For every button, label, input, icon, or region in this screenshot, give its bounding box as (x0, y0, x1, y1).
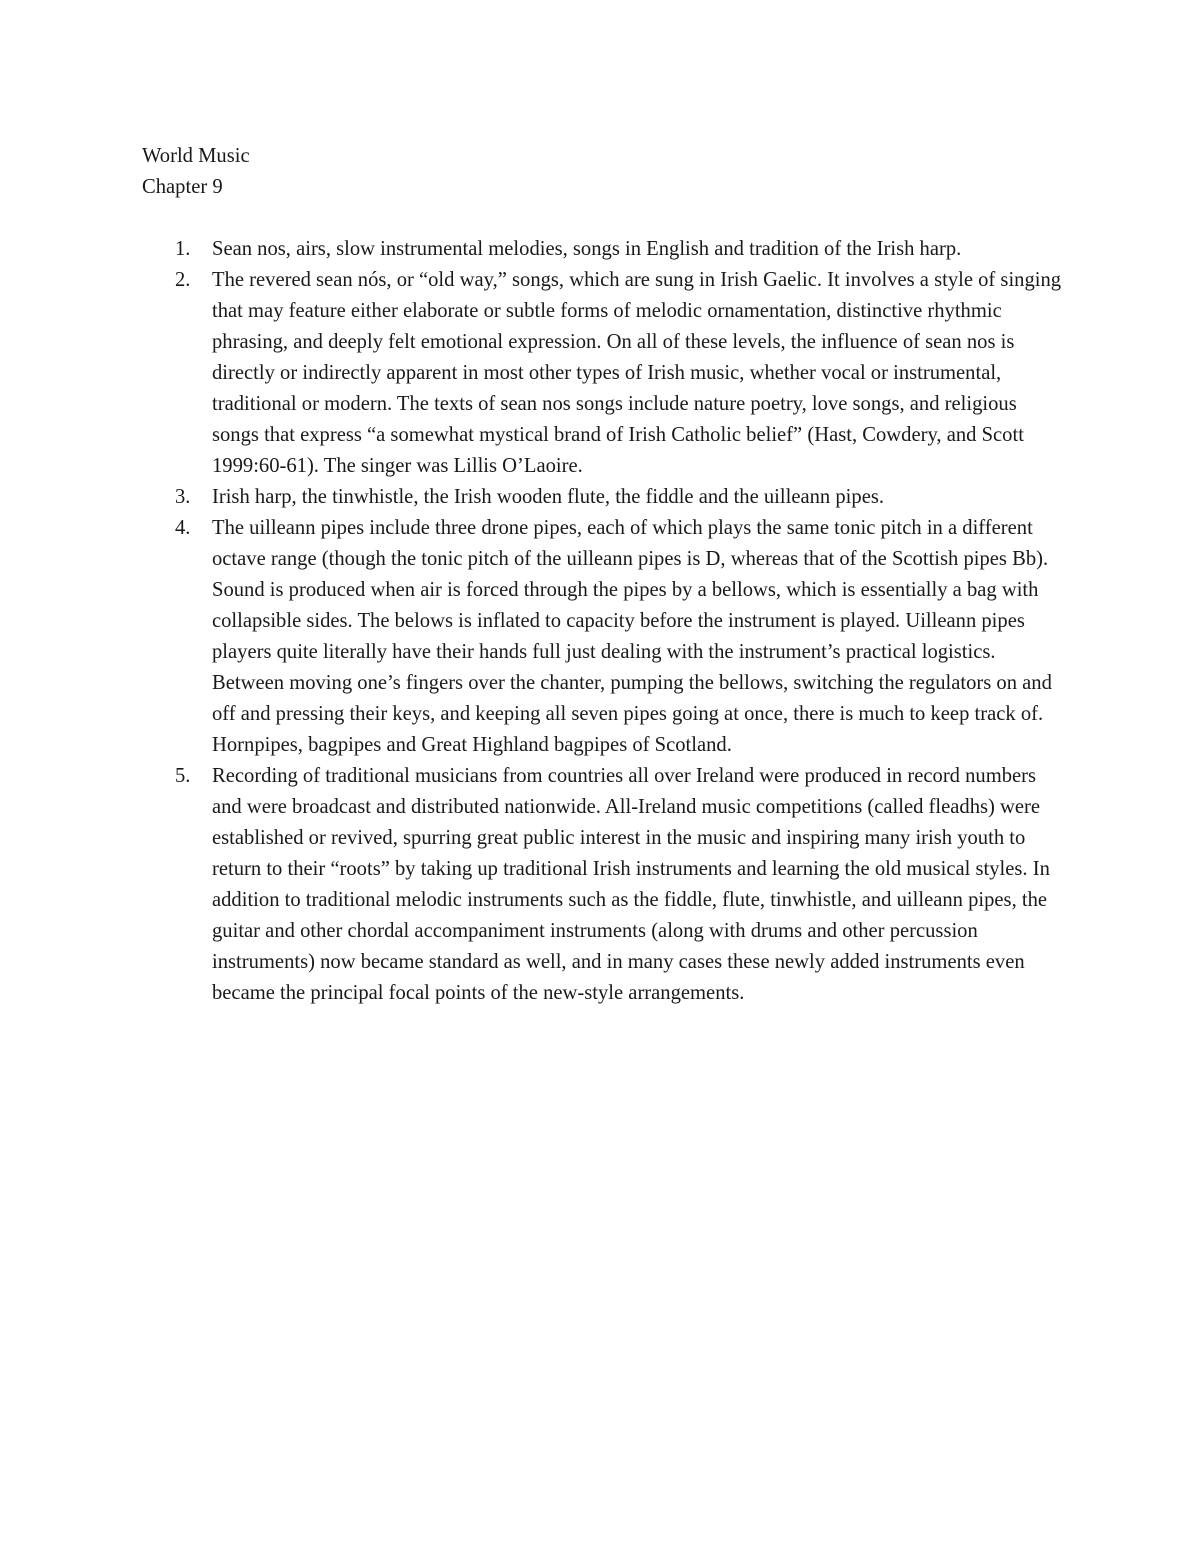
answer-number: 5. (175, 765, 191, 787)
answer-text: Irish harp, the tinwhistle, the Irish wooden flute, the fiddle and the uilleann pipes. (212, 486, 884, 508)
document-title: World Music (142, 145, 250, 167)
answer-number: 3. (175, 486, 191, 508)
answer-item-1 (142, 234, 1062, 265)
answer-text: The revered sean nós, or “old way,” songs, which are sung in Irish Gaelic. It involves a style of singing that may feature either elaborate or subtle forms of melodic ornamentation, distinctive rhythmic phrasing, and deeply felt emotional expression. On all of these levels, the influence of sean nos is directly or indirectly apparent in most other types of Irish music, whether vocal or instrumental, traditional or modern. The texts of sean nos songs include nature poetry, love songs, and religious songs that express “a somewhat mystical brand of Irish Catholic belief” (Hast, Cowdery, and Scott 1999:60-61). The singer was Lillis O’Laoire. (212, 269, 1062, 477)
answer-item-5 (142, 761, 1062, 1009)
answer-text: The uilleann pipes include three drone pipes, each of which plays the same tonic pitch in a different octave range (though the tonic pitch of the uilleann pipes is D, whereas that of the Scottish pipes Bb). Sound is produced when air is forced through the pipes by a bellows, which is essentially a bag with collapsible sides. The belows is inflated to capacity before the instrument is played. Uilleann pipes players quite literally have their hands full just dealing with the instrument’s practical logistics. Between moving one’s fingers over the chanter, pumping the bellows, switching the regulators on and off and pressing their keys, and keeping all seven pipes going at once, there is much to keep track of. Hornpipes, bagpipes and Great Highland bagpipes of Scotland. (212, 517, 1052, 756)
answer-number: 4. (175, 517, 191, 539)
answer-item-4 (142, 513, 1062, 761)
answers-list (142, 234, 1062, 1009)
answer-item-3 (142, 482, 1062, 513)
answer-text: Sean nos, airs, slow instrumental melodies, songs in English and tradition of the Irish harp. (212, 238, 962, 260)
answer-text: Recording of traditional musicians from countries all over Ireland were produced in record numbers and were broadcast and distributed nationwide. All-Ireland music competitions (called fleadhs) were established or revived, spurring great public interest in the music and inspiring many irish youth to return to their “roots” by taking up traditional Irish instruments and learning the old musical styles. In addition to traditional melodic instruments such as the fiddle, flute, tinwhistle, and uilleann pipes, the guitar and other chordal accompaniment instruments (along with drums and other percussion instruments) now became standard as well, and in many cases these newly added instruments even became the principal focal points of the new-style arrangements. (212, 765, 1050, 1004)
answer-number: 2. (175, 269, 191, 291)
answer-number: 1. (175, 238, 191, 260)
answer-item-2 (142, 265, 1062, 482)
document-heading (142, 141, 1042, 203)
chapter-label: Chapter 9 (142, 176, 223, 198)
